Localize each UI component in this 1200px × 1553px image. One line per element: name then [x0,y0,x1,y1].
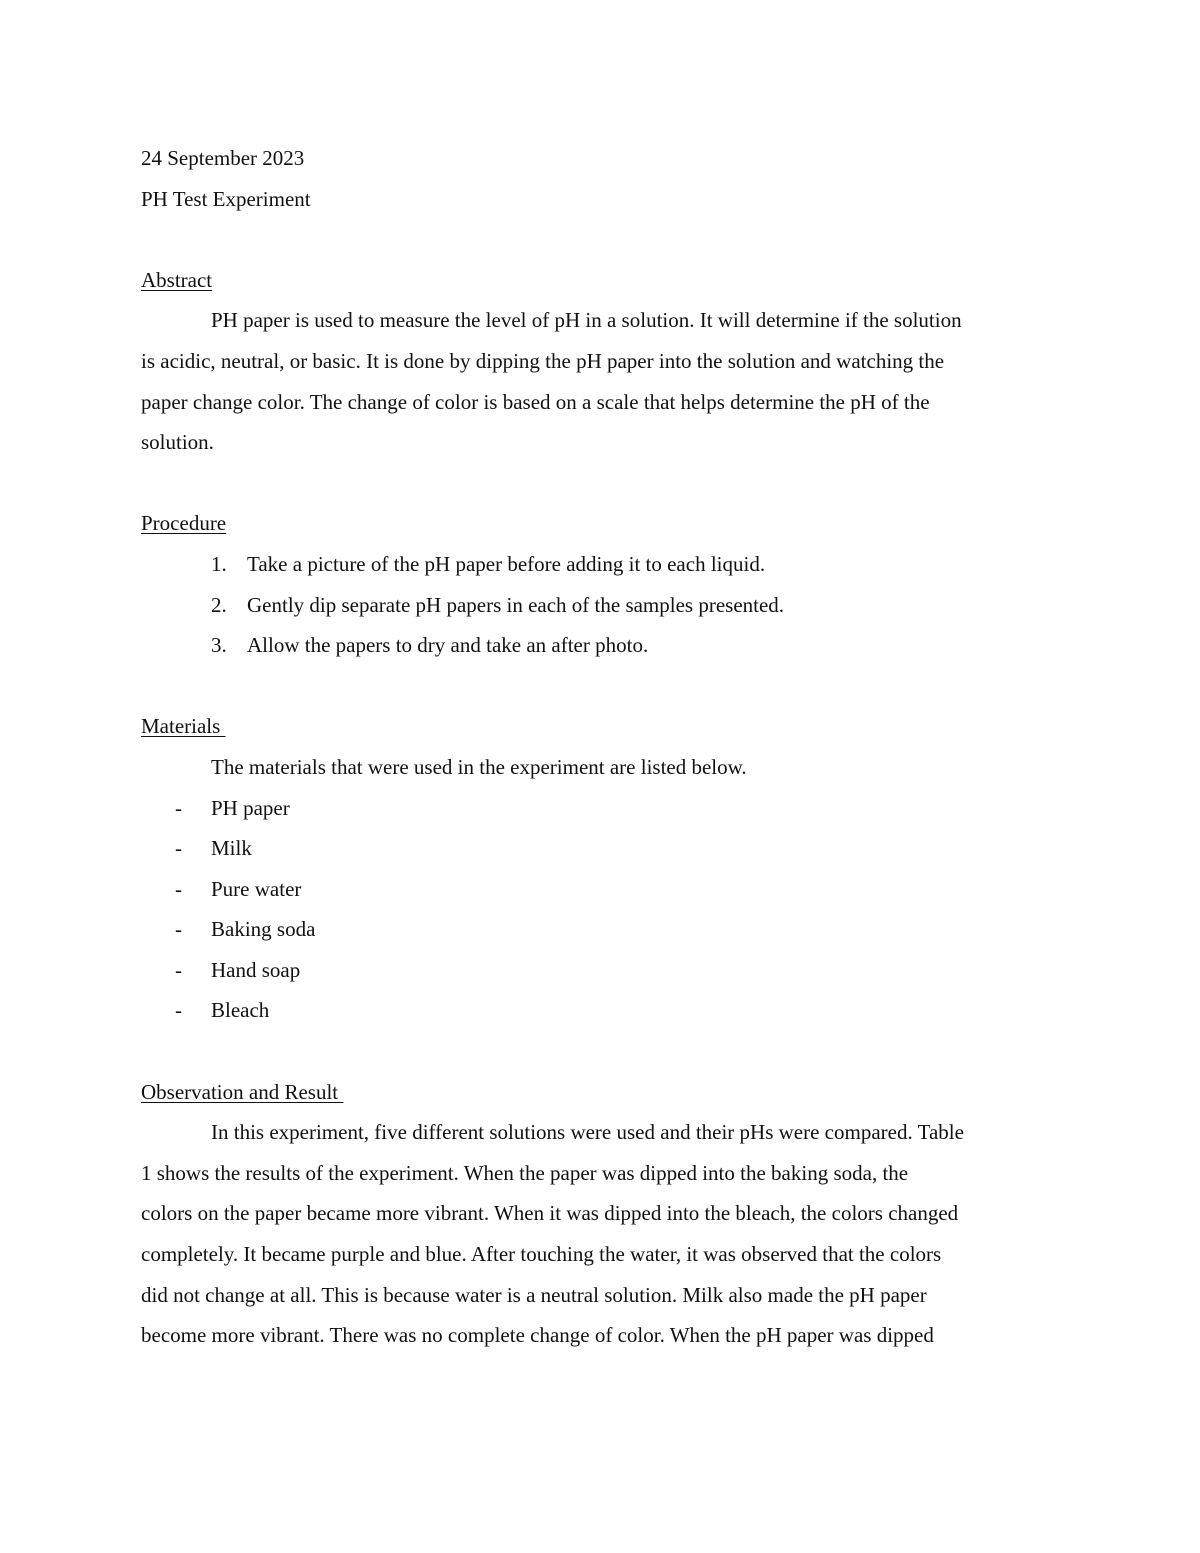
paragraph-line: did not change at all. This is because water is a neutral solution. Milk also made the pH paper [141,1282,927,1307]
materials-list [141,788,1061,1032]
list-item-text: Hand soap [211,957,301,982]
list-item-text: PH paper [211,795,290,820]
list-dash: - [175,876,182,901]
paragraph-line: PH paper is used to measure the level of pH in a solution. It will determine if the solution [211,308,962,333]
paragraph-line: completely. It became purple and blue. After touching the water, it was observed that the colors [141,1242,942,1267]
list-dash: - [175,917,182,942]
paragraph-line: solution. [141,430,214,455]
spacer [141,1031,1061,1072]
list-item-text: Milk [211,836,252,861]
list-item [141,828,1061,869]
list-dash: - [175,957,182,982]
paragraph-line: 1 shows the results of the experiment. When the paper was dipped into the baking soda, the [141,1160,909,1185]
paragraph-line: paper change color. The change of color is based on a scale that helps determine the pH of the [141,389,930,414]
list-number: 2. [211,592,227,617]
list-dash: - [175,795,182,820]
list-item [141,869,1061,910]
list-item-text: Gently dip separate pH papers in each of the samples presented. [247,592,785,617]
list-item-text: Allow the papers to dry and take an after photo. [247,633,649,658]
list-item-text: Take a picture of the pH paper before adding it to each liquid. [247,551,766,576]
list-dash: - [175,836,182,861]
list-item [141,990,1061,1031]
list-dash: - [175,998,182,1023]
observation-heading: Observation and Result [141,1079,344,1104]
spacer [141,666,1061,707]
list-item-text: Baking soda [211,917,316,942]
list-item [141,625,1061,666]
list-item-text: Bleach [211,998,270,1023]
spacer [141,219,1061,260]
list-item [141,585,1061,626]
list-number: 1. [211,551,227,576]
paragraph-line: In this experiment, five different solutions were used and their pHs were compared. Table [211,1120,964,1145]
list-item [141,950,1061,991]
list-item [141,544,1061,585]
observation-paragraph [141,1112,1061,1356]
list-item [141,909,1061,950]
document-page [141,138,1061,1356]
abstract-heading: Abstract [141,267,213,292]
document-title: PH Test Experiment [141,186,311,211]
document-date: 24 September 2023 [141,146,305,170]
spacer [141,463,1061,504]
materials-heading: Materials [141,714,226,739]
list-number: 3. [211,633,227,658]
materials-intro: The materials that were used in the experiment are listed below. [211,754,747,779]
abstract-paragraph [141,300,1061,462]
paragraph-line: become more vibrant. There was no complete change of color. When the pH paper was dipped [141,1323,934,1348]
paragraph-line: is acidic, neutral, or basic. It is done by dipping the pH paper into the solution and watching the [141,348,945,373]
list-item [141,788,1061,829]
procedure-heading: Procedure [141,511,227,536]
procedure-steps-list [141,544,1061,666]
paragraph-line: colors on the paper became more vibrant. When it was dipped into the bleach, the colors changed [141,1201,959,1226]
list-item-text: Pure water [211,876,302,901]
